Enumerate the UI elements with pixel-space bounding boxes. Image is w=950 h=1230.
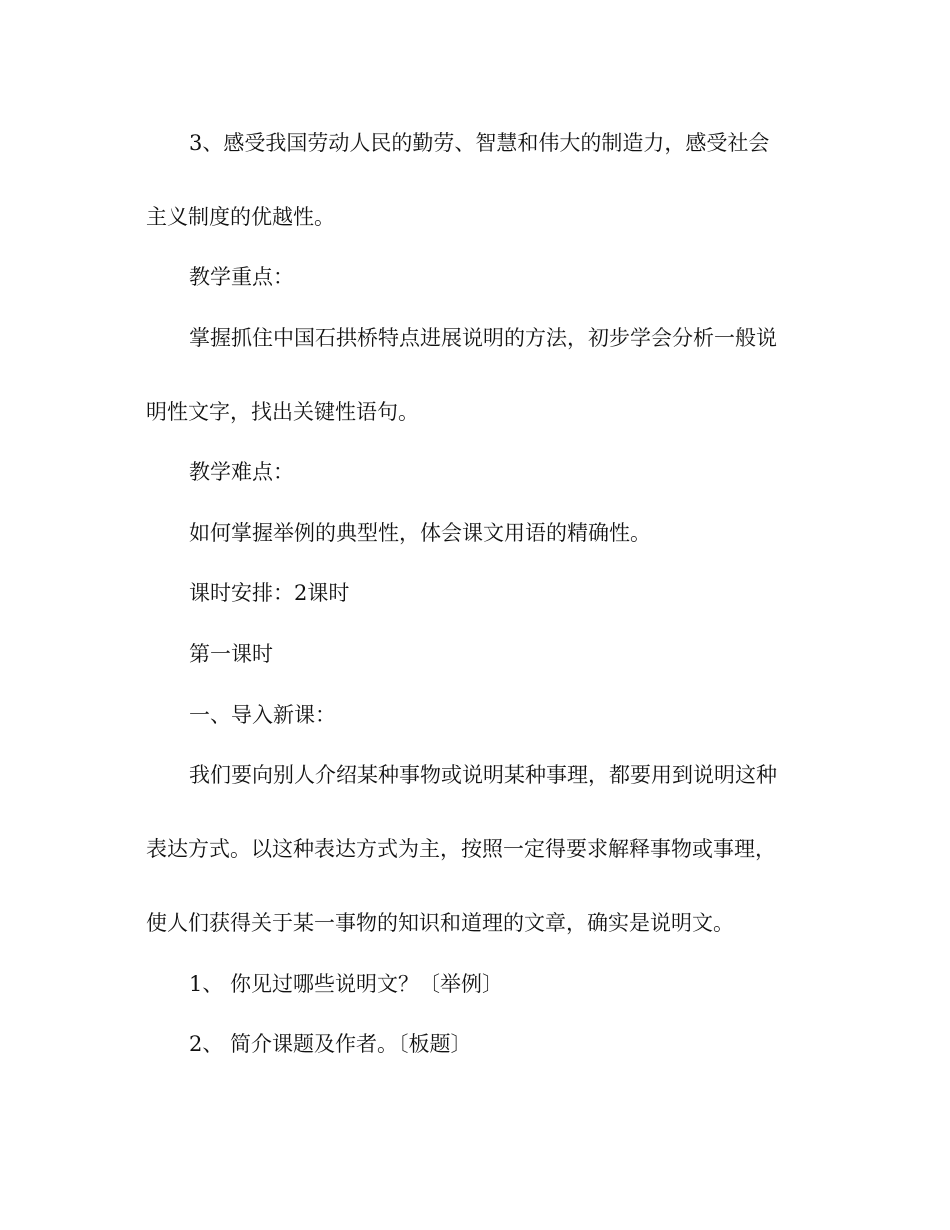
paragraph-line-6: 我们要向别人介绍某种事物或说明某种事理，都要用到说明这种 [189, 763, 777, 787]
paragraph-line-1: 3、感受我国劳动人民的勤劳、智慧和伟大的制造力，感受社会 [189, 131, 770, 155]
paragraph-line-8: 使人们获得关于某一事物的知识和道理的文章，确实是说明文。 [146, 911, 734, 935]
schedule-line: 课时安排：2课时 [189, 581, 350, 605]
list-item-2: 2、 简介课题及作者。〔板题〕 [189, 1032, 472, 1056]
paragraph-line-3: 掌握抓住中国石拱桥特点进展说明的方法，初步学会分析一般说 [189, 326, 777, 350]
paragraph-line-5: 如何掌握举例的典型性，体会课文用语的精确性。 [189, 521, 651, 545]
lesson-title: 第一课时 [189, 642, 273, 666]
paragraph-line-4: 明性文字，找出关键性语句。 [146, 400, 419, 424]
section-heading-difficulties: 教学难点： [189, 460, 294, 484]
section-heading-key-points: 教学重点： [189, 265, 294, 289]
paragraph-line-7: 表达方式。以这种表达方式为主，按照一定得要求解释事物或事理， [146, 837, 776, 861]
paragraph-line-2: 主义制度的优越性。 [146, 205, 335, 229]
section-heading-intro: 一、导入新课： [189, 703, 336, 727]
list-item-1: 1、 你见过哪些说明文？〔举例〕 [189, 972, 504, 996]
